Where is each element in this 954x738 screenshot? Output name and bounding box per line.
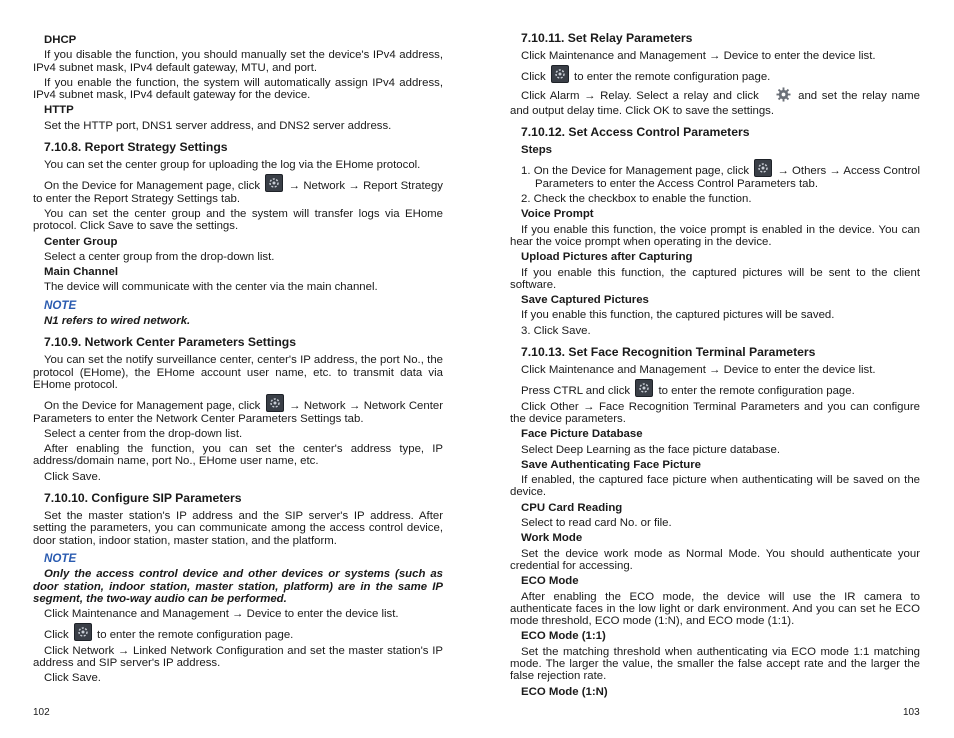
network-center-intro: You can set the notify surveillance center, center's IP address, the port No., the protocol (EHome), the EHome account user name, etc. to transmit data via EHome protocol. [33, 354, 443, 391]
remote-config-icon [551, 65, 569, 83]
settings-gear-icon [765, 87, 791, 105]
step-2: 2. Check the checkbox to enable the function. [521, 193, 752, 206]
sip-network-config: Click Network → Linked Network Configuration and set the master station's IP address and SIP server's IP address. [33, 644, 443, 669]
section-heading-7-10-10: 7.10.10. Configure SIP Parameters [44, 491, 242, 506]
center-group-title: Center Group [44, 235, 118, 248]
note-text: N1 refers to wired network. [44, 315, 191, 328]
save-auth-face-title: Save Authenticating Face Picture [521, 458, 701, 471]
http-title: HTTP [44, 104, 74, 117]
step-1: 1. On the Device for Management page, click → Others → Access Control Parameters to enter the Access Control Parameters tab. [510, 159, 920, 190]
eco-mode-1-1-text: Set the matching threshold when authenticating via ECO mode 1:1 matching mode. The larger the value, the smaller the false accept rate and the larger the false rejection rate. [510, 645, 920, 683]
report-strategy-intro: You can set the center group for uploading the log via the EHome protocol. [44, 159, 421, 172]
remote-config-icon [635, 379, 653, 397]
main-channel-title: Main Channel [44, 266, 119, 279]
relay-settings: Click Alarm → Relay. Select a relay and click and set the relay name and output delay time. Click OK to save the settings. [510, 87, 920, 118]
center-group-text: Select a center group from the drop-down list. [44, 250, 275, 263]
face-picture-db-title: Face Picture Database [521, 428, 643, 441]
section-heading-7-10-9: 7.10.9. Network Center Parameters Settings [44, 335, 296, 350]
relay-device-list: Click Maintenance and Management → Device to enter the device list. [521, 50, 876, 62]
network-center-nav: On the Device for Management page, click → Network → Network Center Parameters to enter the Network Center Parameters Settings tab. [33, 394, 443, 425]
dhcp-text-1: If you disable the function, you should manually set the device's IPv4 address, IPv4 subnet mask, IPv4 default gateway, MTU, and port. [33, 49, 443, 74]
step-3: 3. Click Save. [521, 324, 591, 337]
face-other-params: Click Other → Face Recognition Terminal Parameters and you can configure the device parameters. [510, 400, 920, 425]
remote-config-icon [266, 394, 284, 412]
save-auth-face-text: If enabled, the captured face picture when authenticating will be saved on the device. [510, 474, 920, 499]
sip-remote-config: Click to enter the remote configuration page. [33, 623, 443, 641]
left-page [33, 31, 443, 688]
cpu-card-text: Select to read card No. or file. [521, 517, 672, 530]
upload-pictures-text: If you enable this function, the captured pictures will be sent to the client software. [510, 266, 920, 291]
network-center-save: Click Save. [44, 470, 101, 483]
face-remote-config: Press CTRL and click to enter the remote configuration page. [510, 379, 920, 397]
remote-config-icon [74, 623, 92, 641]
network-center-select: Select a center from the drop-down list. [44, 427, 243, 440]
network-center-enable: After enabling the function, you can set the center's address type, IP address/domain name, port No., EHome user name, etc. [33, 443, 443, 468]
voice-prompt-title: Voice Prompt [521, 208, 594, 221]
sip-device-list: Click Maintenance and Management → Device to enter the device list. [44, 608, 399, 621]
steps-list [510, 159, 920, 205]
eco-mode-text: After enabling the ECO mode, the device will use the IR camera to authenticate faces in the low light or dark environment. And you can set he ECO mode threshold, ECO mode (1:N), and ECO mode (1:1). [510, 590, 920, 628]
upload-pictures-title: Upload Pictures after Capturing [521, 251, 693, 264]
face-device-list: Click Maintenance and Management → Device to enter the device list. [521, 364, 876, 377]
eco-mode-title: ECO Mode [521, 575, 579, 588]
report-strategy-desc: You can set the center group and the system will transfer logs via EHome protocol. Click Save to save the settings. [33, 207, 443, 233]
section-heading-7-10-11: 7.10.11. Set Relay Parameters [521, 31, 693, 45]
right-page [510, 31, 920, 701]
relay-remote-config: Click to enter the remote configuration page. [510, 65, 920, 83]
note-label: NOTE [44, 551, 77, 565]
sip-save: Click Save. [44, 672, 101, 685]
section-heading-7-10-12: 7.10.12. Set Access Control Parameters [521, 125, 750, 140]
section-heading-7-10-8: 7.10.8. Report Strategy Settings [44, 140, 228, 155]
save-captured-text: If you enable this function, the captured pictures will be saved. [521, 309, 835, 322]
steps-title: Steps [521, 144, 553, 157]
save-captured-title: Save Captured Pictures [521, 294, 649, 307]
page-number-left: 102 [33, 707, 50, 718]
work-mode-text: Set the device work mode as Normal Mode. You should authenticate your credential for accessing. [510, 547, 920, 572]
work-mode-title: Work Mode [521, 532, 583, 545]
note-label: NOTE [44, 298, 77, 312]
eco-mode-1-n-title: ECO Mode (1:N) [521, 685, 608, 698]
sip-intro: Set the master station's IP address and the SIP server's IP address. After setting the parameters, you can communicate among the access control device, door station, indoor station, master station, and the platform. [33, 510, 443, 547]
report-strategy-nav: On the Device for Management page, click → Network → Report Strategy to enter the Report Strategy Settings tab. [33, 174, 443, 205]
dhcp-text-2: If you enable the function, the system will automatically assign IPv4 address, IPv4 subnet mask, IPv4 default gateway for the device. [33, 76, 443, 102]
cpu-card-title: CPU Card Reading [521, 501, 623, 514]
voice-prompt-text: If you enable this function, the voice prompt is enabled in the device. You can hear the voice prompt when operating in the device. [510, 223, 920, 248]
http-text: Set the HTTP port, DNS1 server address, and DNS2 server address. [44, 119, 392, 132]
page-number-right: 103 [903, 707, 920, 718]
face-picture-db-text: Select Deep Learning as the face picture database. [521, 443, 780, 456]
main-channel-text: The device will communicate with the center via the main channel. [44, 281, 378, 294]
remote-config-icon [754, 159, 772, 177]
dhcp-title: DHCP [44, 34, 77, 46]
note-text: Only the access control device and other devices or systems (such as door station, indoor station, master station, platform) are in the same IP segment, the two-way audio can be performed. [33, 568, 443, 605]
section-heading-7-10-13: 7.10.13. Set Face Recognition Terminal Parameters [521, 345, 816, 360]
eco-mode-1-1-title: ECO Mode (1:1) [521, 630, 606, 643]
remote-config-icon [265, 174, 283, 192]
